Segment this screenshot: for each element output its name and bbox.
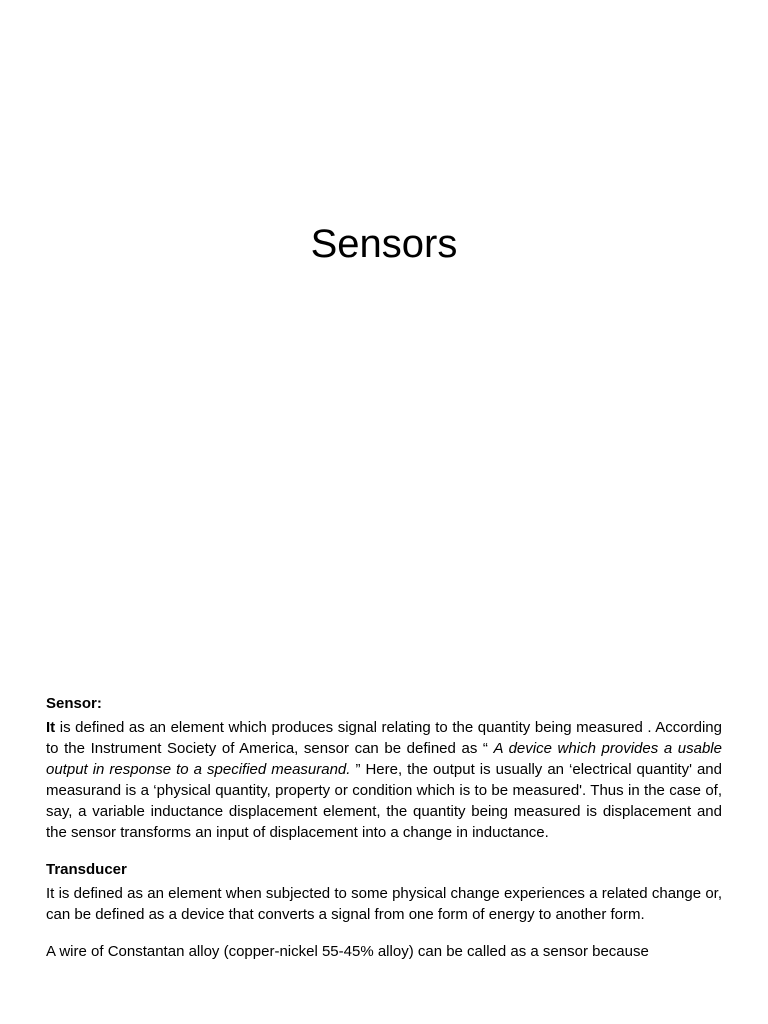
- sensor-definition-paragraph: [46, 717, 722, 843]
- document-body: [46, 693, 722, 962]
- constantan-wire-paragraph: A wire of Constantan alloy (copper-nickel 55-45% alloy) can be called as a sensor because: [46, 943, 649, 960]
- sensor-text-part1: is defined as an element which produces signal relating to the quantity being measured . According to the Instrument Society of America, sensor can be defined as “: [46, 719, 722, 757]
- sensor-lead-word: It: [46, 719, 56, 736]
- sensor-text-part2: ” Here, the output is usually an ‘electrical quantity' and measurand is a ‘physical quantity, property or condition which is to be measured'. Thus in the case of, say, a variable inductance displacement element, the quantity being measured is displacement and the sensor transforms an input of displacement into a change in inductance.: [46, 761, 722, 841]
- transducer-heading: Transducer: [46, 861, 127, 878]
- page-title: Sensors: [310, 222, 458, 266]
- sensor-isa-quote: A device which provides a usable output in response to a specified measurand.: [46, 740, 722, 778]
- sensor-heading: Sensor:: [46, 695, 102, 712]
- transducer-definition-paragraph: It is defined as an element when subjected to some physical change experiences a related change or, can be defined as a device that converts a signal from one form of energy to another form.: [46, 885, 722, 923]
